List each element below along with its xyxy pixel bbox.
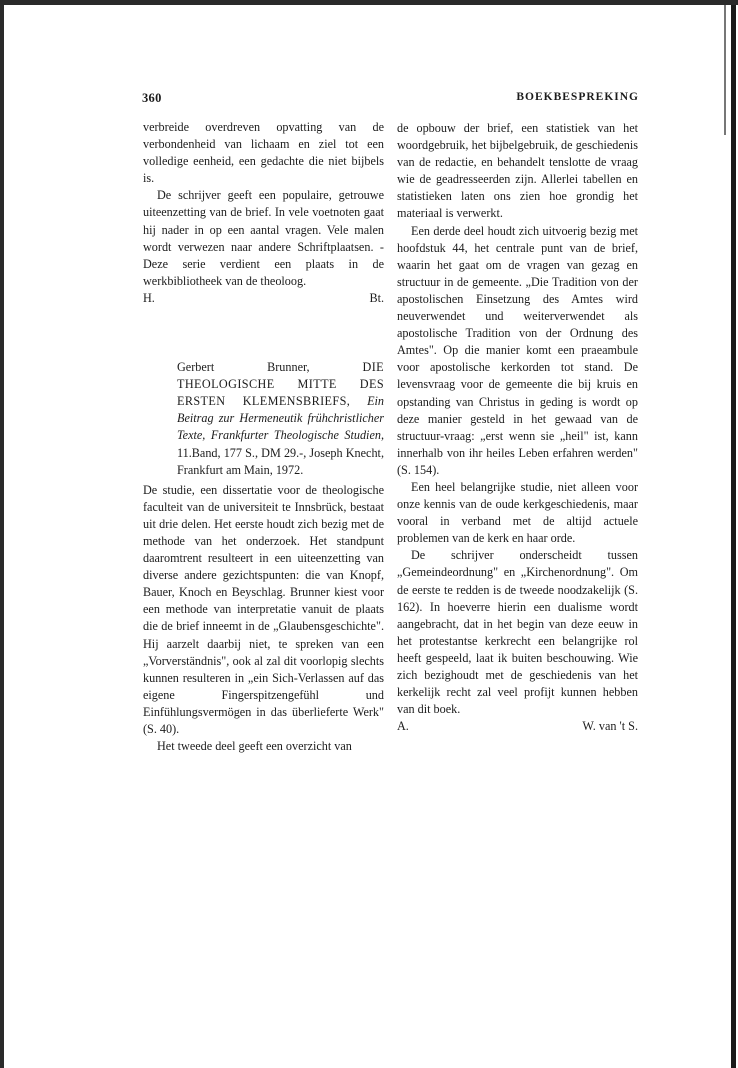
paragraph: Het tweede deel geeft een overzicht van: [157, 739, 352, 754]
paragraph: Een heel belangrijke studie, niet alleen voor onze kennis van de oude kerkgeschiedenis, maar vooral in verband met de altijd actuele problemen van de kerk en haar orde.: [397, 479, 638, 546]
running-head: BOEKBESPREKING: [516, 91, 639, 103]
paragraph: De schrijver onderscheidt tussen „Gemeindeordnung" en „Kirchenordnung". Om de eerste te redden is de tweede noodzakelijk (S. 162). In hoeverre hierin een dualisme wordt aangebracht, dat in het begin van deze eeuw in het protestantse kerkrecht een belangrijke rol heeft gespeeld, laat ik buiten beschouwing. Wie zich bezighoudt met de geschiedenis van het kerkelijk recht zal veel profijt kunnen hebben van dit boek.: [397, 548, 638, 717]
paragraph: De studie, een dissertatie voor de theologische faculteit van de universiteit te Innsbrück, bestaat uit drie delen. Het eerste houdt zich bezig met de methode van het onderzoek. Het standpunt daaromtrent resulteert in een uiteenzetting van diverse andere gezichtspunten: die van Knopf, Bauer, Knoch en Beyschlag. Brunner kiest voor een methode van interpretatie vanuit de plaats die de brief inneemt in de „Glaubensgeschichte". Hij aarzelt daarbij niet, te spreken van een „Vorverständnis", ook al zal dit voorlopig slechts kunnen resulteren in „ein Sich-Verlassen auf das eigene Fingerspitzengefühl und Einfühlungsvermögen in das überlieferte Werk" (S. 40).: [143, 482, 384, 736]
scan-border-left: [0, 0, 4, 1068]
review-heading: [177, 359, 384, 479]
book-author: Gerbert Brunner,: [177, 360, 310, 375]
signature-initial: H.: [143, 290, 155, 305]
paragraph: de opbouw der brief, een statistiek van het woordgebruik, het bijbelgebruik, de geschiedenis van de redactie, en behandelt tenslotte de vraag wie de geadresseerden zijn. Allerlei tabellen en statistieken laten ons zien hoe grondig het materiaal is verwerkt.: [397, 121, 638, 221]
paragraph: verbreide overdreven opvatting van de verbondenheid van lichaam en ziel tot een volledige eenheid, een gedachte die niet bijbels is.: [143, 120, 384, 186]
paragraph: Een derde deel houdt zich uitvoerig bezig met hoofdstuk 44, het centrale punt van de brief, waarin het gaat om de vragen van gezag en structuur in de gemeente. „Die Tradition von der apostolischen Einsetzung des Amtes wird neuverwendet und weiterverwendet als apostolische Tradition von der Ordnung des Amtes". Op die manier komt een praeambule voor apostolische kerkorden tot stand. De levensvraag voor de gemeente die bij kruis en opstanding van Christus in geding is wordt op deze manier gesteld in het gewaad van de structuur-vraag: „erst wenn sie „heil" ist, kann innerhalb von ihr heiles Leben erfahren werden" (S. 154).: [397, 223, 638, 477]
reviewer-signature: [397, 718, 638, 735]
reviewer-signature: [143, 290, 384, 307]
signature-initials: Bt.: [369, 290, 384, 305]
book-title: DIE THEOLOGISCHE MITTE DES ERSTEN KLEMENSBRIEFS,: [177, 360, 385, 409]
paragraph: De schrijver geeft een populaire, getrouwe uiteenzetting van de brief. In vele voetnoten gaat hij nader in op een aantal vragen. Vele malen wordt verwezen naar andere Schriftplaatsen. - Deze serie verdient een plaats in de werkbibliotheek van de theoloog.: [143, 188, 384, 288]
page-number: 360: [142, 91, 162, 105]
scan-border-right: [731, 5, 736, 1068]
right-column: [397, 120, 638, 735]
signature-name: W. van 't S.: [582, 719, 638, 734]
scan-border-top: [0, 0, 738, 5]
book-subtitle: Ein Beitrag zur Hermeneutik frühchristlicher Texte, Frankfurter Theologische Studien,: [177, 394, 385, 443]
signature-initial: A.: [397, 719, 409, 734]
left-column: [143, 119, 384, 755]
scan-shadow-right: [724, 5, 726, 135]
book-details: 11.Band, 177 S., DM 29.-, Joseph Knecht, Frankfurt am Main, 1972.: [177, 445, 384, 477]
